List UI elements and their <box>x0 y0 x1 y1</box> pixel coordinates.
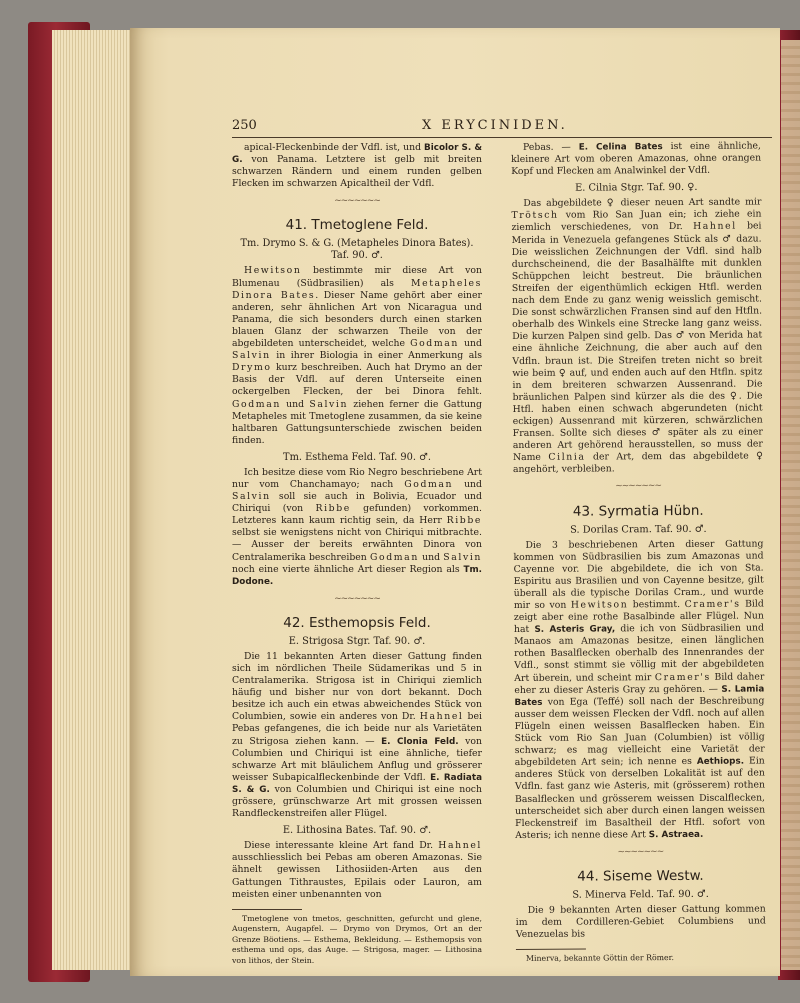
text-run: der Art, dem das abgebildete ♀ angehört, verbleiben. <box>512 450 763 476</box>
right-column <box>511 140 766 964</box>
author-name: Godman <box>232 398 281 410</box>
text-run: gefunden) vorkommen. Letzteres kann kaum richtig sein, da Herr <box>232 503 482 527</box>
text-run: von Panama. Letztere ist gelb mit breiten schwarzen Rändern und einem runden gelben Flecken im schwarzen Apicaltheil der Vdfl. <box>232 154 482 190</box>
author-name: Salvin <box>232 350 271 362</box>
species-name: S. Asteris Gray, <box>534 624 616 636</box>
text-run: ausschliesslich bei Pebas am oberen Amazonas. Sie ähnelt gewissen Lithosiiden-Arten aus den Gattungen Tithraustes, Epilais oder Lauron, am meisten einer unbenannten von <box>232 852 482 900</box>
author-name: Cramer's <box>654 671 711 683</box>
text-run: von Columbien und Chiriqui ist eine noch grössere, grünschwarze Art mit grossen weissen Randfleckenstreifen aller Flügel. <box>232 783 482 820</box>
text-run: bestimmte mir diese Art von Blumenau (Südbrasilien) als <box>232 265 482 289</box>
text-run: Ich besitze diese vom Rio Negro beschriebene Art nur vom Chanchamayo; nach <box>232 466 482 490</box>
text-run: soll sie auch in Bolivia, Ecuador und Chiriqui (von <box>232 491 482 515</box>
author-name: Ribbe <box>315 503 351 515</box>
text-run: Die 11 bekannten Arten dieser Gattung finden sich im nördlichen Theile Südamerikas und 5 in Centralamerika. Strigosa ist in Chiriqui ziemlich häufig und bisher nur von dort bekannt. Doch besitze ich auch ein etwas abweichendes Stück von Columbien, sowie ein anderes von Dr. <box>232 650 482 723</box>
text-run: kurz beschreiben. Auch hat Drymo an der Basis der Vdfl. auf deren Unterseite einen ockergelben Flecken, der bei Dinora fehlt. <box>232 362 482 398</box>
species-name: E. Celina Bates <box>578 142 663 153</box>
text-run: und <box>453 478 482 490</box>
paragraph <box>232 142 482 190</box>
section-ornament: ~~~~~~~ <box>617 846 664 858</box>
text-run: ist eine ähnliche, kleinere Art vom oberen Amazonas, ohne orangen Kopf und Flecken am Analwinkel der Vdfl. <box>511 140 762 178</box>
page-stack-edges <box>52 30 134 970</box>
footnote-text: Minerva, bekannte Göttin der Römer. <box>525 953 675 964</box>
species-heading: E. Strigosa Stgr. Taf. 90. ♂. <box>288 635 426 647</box>
species-name: S. Lamia Bates <box>514 684 765 708</box>
text-run: in ihrer Biologia in einer Anmerkung als <box>270 350 482 362</box>
species-name: Aethiops. <box>696 756 745 768</box>
text-run: Die 3 beschriebenen Arten dieser Gattung kommen von Südbrasilien bis zum Amazonas und Cayenne vor. Die abgebildete, die ich von Sta. Espiritu aus Brasilien und von Cayenne besitze, gilt überall als die typische Dorilas Cram., und wurde mir so von <box>513 537 764 611</box>
text-run: apical-Fleckenbinde der Vdfl. ist, und <box>244 142 425 153</box>
text-run: vom Rio San Juan ein; ich ziehe ein ziemlich verschiedenes, von Dr. <box>511 208 762 234</box>
species-name: E. Radiata S. & G. <box>232 772 483 795</box>
species-name: Tm. Dodone. <box>232 564 482 587</box>
paragraph <box>511 140 761 178</box>
text-run: noch eine vierte ähnliche Art dieser Region als <box>232 563 464 575</box>
text-run: die ich von Südbrasilien und Manaos am Amazonas besitze, einen länglichen rothen Basalflecken oberhalb des Innenrandes der Vdfl., sonst stimmt sie völlig mit der abgebildeten Art überein, und scheint mir <box>514 622 765 684</box>
paragraph <box>516 903 766 941</box>
text-run: und <box>280 398 310 410</box>
author-name: Metapheles Dinora Bates <box>232 277 482 301</box>
text-run: . Dieser Name gehört aber einer anderen, sehr ähnlichen Art von Nicaragua und Panama, die sich besonders durch einen starken blauen Glanz der schwarzen Theile von der abgebildeten unterscheidet, welche <box>232 289 482 350</box>
text-run: und <box>459 338 482 350</box>
author-name: Godman <box>369 551 419 563</box>
paragraph <box>511 197 763 477</box>
species-name: Bicolor S. & G. <box>232 143 482 166</box>
paragraph <box>232 265 482 446</box>
species-heading: E. Cilnia Stgr. Taf. 90. ♀. <box>575 182 698 194</box>
text-run: und <box>418 551 444 563</box>
page-number: 250 <box>232 118 257 133</box>
author-name: Salvin <box>443 551 482 563</box>
running-title: X ERYCINIDEN. <box>422 118 568 133</box>
author-name: Godman <box>410 338 459 350</box>
text-run: von Columbien und Chiriqui ist eine ähnliche, tiefer schwarze Art mit bläulichem Anflug und grösserer weisser Subapicalfleckenbinde der Vdfl. <box>232 735 482 783</box>
genus-heading: 41. Tmetoglene Feld. <box>285 217 429 234</box>
section-ornament: ~~~~~~~ <box>615 481 662 492</box>
left-column <box>232 142 482 966</box>
text-run: ziehen ferner die Gattung Metapheles mit Tmetoglene zusammen, da sie keine haltbaren Gattungsunterschiede zwischen beiden finden. <box>232 398 482 446</box>
text-run: von Ega (Teffé) soll nach der Beschreibung ausser dem weissen Flecken der Vdfl. noch auf allen Flügeln einen weissen Basalflecken haben. Ein Stück vom Rio San Juan (Columbien) ist völlig schwarz; es mag vielleicht eine Varietät der abgebildeten Art sein; ich nenne es <box>514 695 765 769</box>
genus-heading: 42. Esthemopsis Feld. <box>283 614 431 631</box>
footnote-rule <box>516 949 586 950</box>
author-name: Salvin <box>309 398 349 410</box>
text-run: Diese interessante kleine Art fand Dr. <box>244 840 439 852</box>
text-run: Bild daher eher zu dieser Asteris Gray zu gehören. — <box>514 671 765 696</box>
header-rule <box>232 137 772 138</box>
footnote-rule <box>232 909 302 910</box>
species-heading: E. Lithosina Bates. Taf. 90. ♂. <box>282 825 432 837</box>
text-run: Pebas. — <box>522 141 579 153</box>
species-heading: Tm. Esthema Feld. Taf. 90. ♂. <box>283 451 431 463</box>
text-run: selbst sie wenigstens nicht von Chiriqui mitbrachte. — Ausser der bereits erwähnten Dinora von Centralamerika beschreiben <box>232 527 482 563</box>
footnote-text: Tmetoglene von tmetos, geschnitten, gefurcht und glene, Augenstern, Augapfel. — Drymo von Drymos, Ort an der Grenze Böotiens. — Esthema, Bekleidung. — Esthemopsis von esthema und ops, das Auge. — Strigosa, mager. — Lithosina von lithos, der Stein. <box>232 913 482 965</box>
author-name: Hahnel <box>693 221 737 233</box>
text-run: Das abgebildete ♀ dieser neuen Art sandte mir <box>523 196 762 210</box>
author-name: Hewitson <box>570 599 629 611</box>
paragraph <box>232 651 482 820</box>
text-run: Die 9 bekannten Arten dieser Gattung kommen im dem Cordilleren-Gebiet Columbiens und Venezuelas bis <box>515 903 766 941</box>
text-run: bei Merida in Venezuela gefangenes Stück als ♂ dazu. Die weisslichen Zeichnungen der Vdfl. sind halb durchscheinend, die der Basalhälfte mit dunklen Schüppchen leicht bestreut. Die bräunlichen Streifen der eigenthümlich eckigen Htfl. werden nach dem Ende zu ganz wenig weisslich gemischt. Die sonst schwärzlichen Fransen sind auf den Htfln. oberhalb des Winkels eine Strecke lang ganz weiss. Die kurzen Palpen sind gelb. Das ♂ von Merida hat eine ähnliche Zeichnung, die aber auch auf den Vdfln. braun ist. Die Streifen treten nicht so breit wie beim ♀ auf, und enden auch auf den Htfln. spitz in dem breiteren schwarzen Aussenrand. Die bräunlichen Palpen sind kürzer als die des ♀. Die Htfl. haben einen schwach abgerundeten (nicht eckigen) Aussenrand mit kürzeren, schwärzlichen Fransen. Sollte sich dieses ♂ später als zu einer anderen Art gehörend herausstellen, so muss der Name <box>511 220 763 464</box>
footnote <box>516 953 766 965</box>
species-name: S. Astraea. <box>648 829 704 840</box>
paragraph <box>232 467 482 588</box>
text-run: bei Pebas gefangenes, die ich beide nur als Varietäten zu Strigosa ziehen kann. — <box>232 711 482 747</box>
paragraph <box>232 840 482 900</box>
species-heading: S. Dorilas Cram. Taf. 90. ♂. <box>570 523 707 536</box>
text-run: Bild zeigt aber eine rothe Basalbinde aller Flügel. Nun hat <box>513 598 764 636</box>
species-name: E. Clonia Feld. <box>381 736 459 747</box>
species-heading: S. Minerva Feld. Taf. 90. ♂. <box>572 888 709 901</box>
author-name: Trötsch <box>511 210 559 222</box>
next-page-edge <box>781 40 800 970</box>
section-ornament: ~~~~~~~ <box>334 593 380 604</box>
author-name: Godman <box>404 478 454 490</box>
genus-heading: 43. Syrmatia Hübn. <box>572 502 704 520</box>
author-name: Hahnel <box>419 711 464 723</box>
text-run: Ein anderes Stück von derselben Lokalität ist auf den Vdfln. fast ganz wie Asteris, mit (grösserem) rothen Basalflecken und grösserem weissen Discalflecken, unterscheidet sich aber durch einen langen weissen Fleckenstreif im Basaltheil der Htfl. sofort von Asteris; ich nenne diese Art <box>514 755 766 841</box>
section-ornament: ~~~~~~~ <box>334 196 380 207</box>
author-name: Ribbe <box>446 515 482 527</box>
text-run: bestimmt. <box>628 598 685 611</box>
author-name: Hewitson <box>244 265 302 277</box>
paragraph <box>513 538 765 842</box>
author-name: Salvin <box>232 491 271 503</box>
genus-heading: 44. Siseme Westw. <box>577 867 704 885</box>
author-name: Hahnel <box>438 840 482 852</box>
species-heading: Tm. Drymo S. & G. (Metapheles Dinora Bates). Taf. 90. ♂. <box>240 238 474 262</box>
author-name: Cilnia <box>548 451 586 464</box>
author-name: Drymo <box>232 362 272 374</box>
footnote <box>232 914 482 967</box>
page-header <box>232 118 772 138</box>
author-name: Cramer's <box>684 598 741 610</box>
